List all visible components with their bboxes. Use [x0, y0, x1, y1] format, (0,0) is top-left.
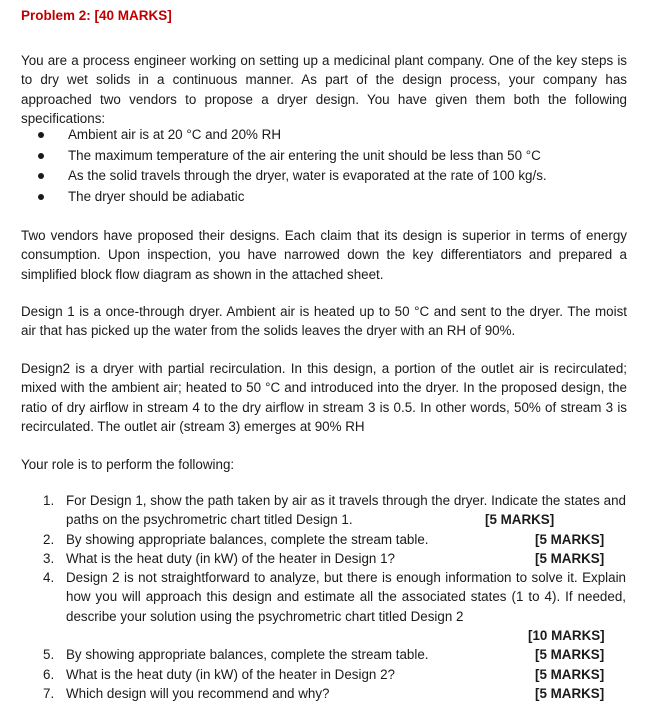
- design2-paragraph: Design2 is a dryer with partial recirculation. In this design, a portion of the outlet air is recirculated; mixed with the ambient air; heated to 50 °C and introduced into the dryer. In the proposed design, the ratio of dry airflow in stream 4 to the dry airflow in stream 3 is 0.5. In other words, 50% of stream 3 is recirculated. The outlet air (stream 3) emerges at 90% RH: [21, 361, 627, 434]
- spec-item: Ambient air is at 20 °C and 20% RH: [38, 125, 618, 146]
- marks-label: [5 MARKS]: [535, 550, 605, 566]
- task-item: 7. Which design will you recommend and why? [5 MARKS]: [43, 684, 633, 703]
- task-list: [43, 491, 633, 703]
- marks-label: [5 MARKS]: [535, 666, 605, 682]
- role-heading: Your role is to perform the following:: [21, 457, 235, 472]
- marks-label: [5 MARKS]: [485, 512, 555, 528]
- specifications-list: [38, 125, 618, 207]
- bullet-icon: [38, 173, 44, 179]
- bullet-icon: [38, 153, 44, 159]
- vendors-paragraph: Two vendors have proposed their designs. Each claim that its design is superior in terms of energy consumption. Upon inspection, you have narrowed down the key differentiators and prepared a simplified block flow diagram as shown in the attached sheet.: [21, 228, 627, 282]
- intro-paragraph: You are a process engineer working on setting up a medicinal plant company. One of the key steps is to dry wet solids in a continuous manner. As part of the design process, your company has approached two vendors to propose a dryer design. You have given them both the following specifications:: [21, 53, 627, 126]
- bullet-icon: [38, 132, 44, 138]
- task-item: 3. What is the heat duty (in kW) of the heater in Design 1? [5 MARKS]: [43, 549, 633, 568]
- problem-title: Problem 2: [40 MARKS]: [21, 8, 172, 23]
- spec-item: As the solid travels through the dryer, water is evaporated at the rate of 100 kg/s.: [38, 166, 618, 187]
- spec-item: The maximum temperature of the air entering the unit should be less than 50 °C: [38, 146, 618, 167]
- spec-item: The dryer should be adiabatic: [38, 187, 618, 208]
- marks-label: [5 MARKS]: [535, 531, 605, 547]
- task-item: 6. What is the heat duty (in kW) of the heater in Design 2? [5 MARKS]: [43, 665, 633, 684]
- design1-paragraph: Design 1 is a once-through dryer. Ambient air is heated up to 50 °C and sent to the dryer. The moist air that has picked up the water from the solids leaves the dryer with an RH of 90%.: [21, 304, 627, 339]
- marks-label: [5 MARKS]: [535, 647, 605, 663]
- marks-label: [10 MARKS]: [528, 628, 605, 644]
- bullet-icon: [38, 194, 44, 200]
- task-item: 4. Design 2 is not straightforward to analyze, but there is enough information to solve it. Explain how you will approach this design and estimate all the associated states (1 to 4). If needed, describe your solution using the psychrometric chart titled Design 2 [10 MARKS]: [43, 568, 633, 645]
- task-item: 5. By showing appropriate balances, complete the stream table. [5 MARKS]: [43, 645, 633, 664]
- task-item: 2. By showing appropriate balances, complete the stream table. [5 MARKS]: [43, 530, 633, 549]
- marks-label: [5 MARKS]: [535, 685, 605, 701]
- task-item: 1. For Design 1, show the path taken by air as it travels through the dryer. Indicate the states and paths on the psychrometric chart titled Design 1. [5 MARKS]: [43, 491, 633, 530]
